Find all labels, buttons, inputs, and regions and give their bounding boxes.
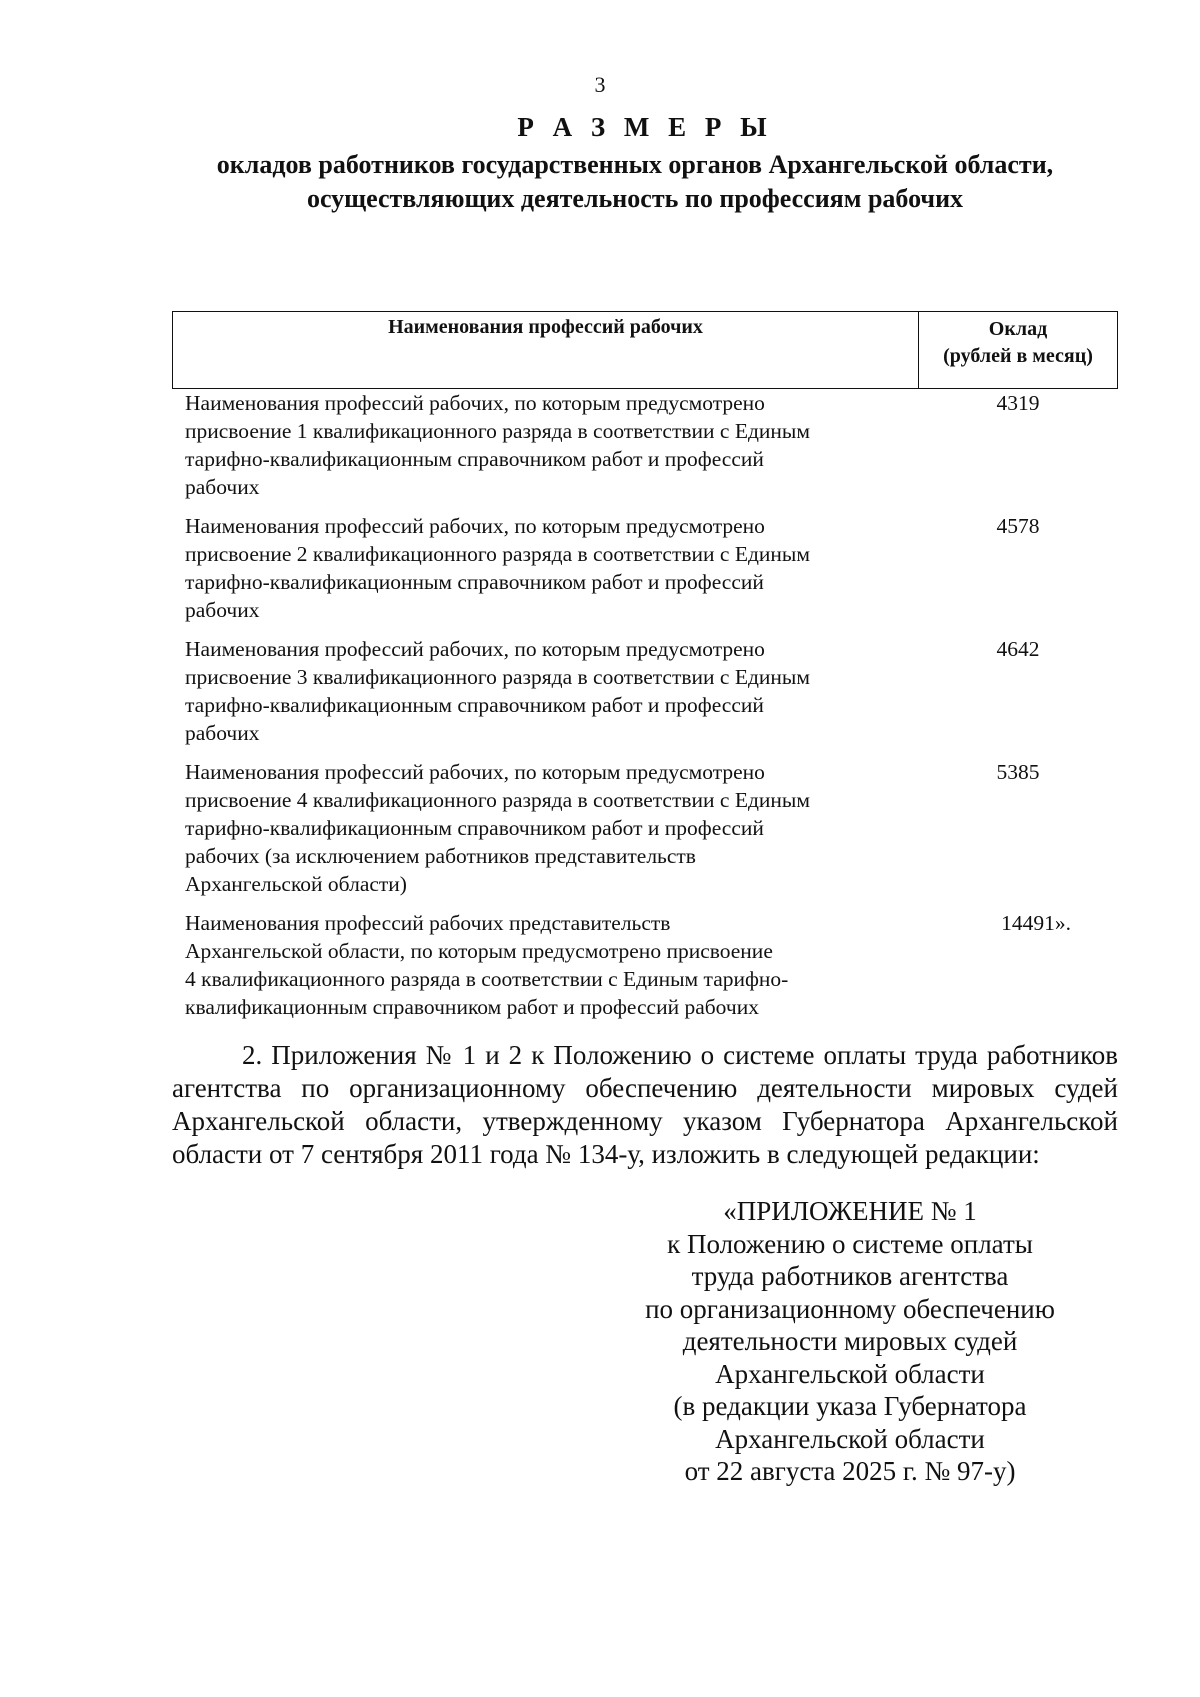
paragraph-2: 2. Приложения № 1 и 2 к Положению о системе оплаты труда работников агентства по организационному обеспечению деятельности мировых судей Архангельской области, утвержденному указом Губернатора Архангельской области от 7 сентября 2011 года № 134-у, изложить в следующей редакции: bbox=[172, 1040, 1118, 1169]
cell-line: рабочих (за исключением работников представительств bbox=[185, 844, 696, 868]
page-number: 3 bbox=[594, 72, 606, 97]
profession-name-cell bbox=[172, 389, 918, 501]
cell-line: Наименования профессий рабочих, по которым предусмотрено bbox=[185, 391, 765, 415]
appendix-line: (в редакции указа Губернатора bbox=[673, 1391, 1027, 1421]
profession-name-cell bbox=[172, 758, 918, 898]
cell-line: тарифно-квалификационным справочником работ и профессий bbox=[185, 570, 764, 594]
appendix-line: Архангельской области bbox=[715, 1423, 985, 1454]
profession-name-cell bbox=[172, 635, 918, 747]
profession-name-cell bbox=[172, 512, 918, 624]
appendix-line: труда работников агентства bbox=[691, 1261, 1009, 1291]
cell-line: тарифно-квалификационным справочником работ и профессий bbox=[185, 693, 764, 717]
salary-cell: 14491». bbox=[1001, 911, 1071, 935]
appendix-line: «ПРИЛОЖЕНИЕ № 1 bbox=[723, 1196, 977, 1226]
subtitle-line: осуществляющих деятельность по профессиям рабочих bbox=[306, 184, 964, 213]
cell-line: Наименования профессий рабочих, по которым предусмотрено bbox=[185, 637, 765, 661]
table-row bbox=[172, 389, 1118, 501]
table-header bbox=[172, 311, 1118, 389]
cell-line: тарифно-квалификационным справочником работ и профессий bbox=[185, 816, 764, 840]
table-row bbox=[172, 758, 1118, 898]
cell-line: присвоение 2 квалификационного разряда в соответствии с Единым bbox=[185, 542, 810, 566]
header-salary bbox=[919, 312, 1117, 388]
appendix-line: деятельности мировых судей bbox=[682, 1326, 1018, 1356]
cell-line: присвоение 4 квалификационного разряда в соответствии с Единым bbox=[185, 788, 810, 812]
cell-line: Наименования профессий рабочих, по которым предусмотрено bbox=[185, 514, 765, 538]
table-row bbox=[172, 512, 1118, 624]
appendix-line: Архангельской области bbox=[715, 1358, 985, 1389]
table-row bbox=[172, 909, 1118, 1021]
salary-cell: 5385 bbox=[996, 760, 1040, 784]
cell-line: Наименования профессий рабочих представительств bbox=[185, 911, 671, 935]
salary-cell: 4319 bbox=[996, 391, 1040, 415]
subtitle-line: окладов работников государственных органов Архангельской области, bbox=[216, 150, 1054, 179]
document-title: Р А З М Е Р Ы bbox=[517, 112, 773, 142]
document-subtitle bbox=[170, 148, 1100, 216]
appendix-heading bbox=[620, 1195, 1080, 1488]
appendix-line: к Положению о системе оплаты bbox=[667, 1228, 1033, 1259]
cell-line: 4 квалификационного разряда в соответствии с Единым тарифно- bbox=[185, 967, 789, 991]
cell-line: Архангельской области) bbox=[185, 872, 407, 896]
cell-line: рабочих bbox=[185, 475, 260, 499]
cell-line: тарифно-квалификационным справочником работ и профессий bbox=[185, 447, 764, 471]
cell-line: присвоение 3 квалификационного разряда в соответствии с Единым bbox=[185, 665, 810, 689]
header-profession-name: Наименования профессий рабочих bbox=[173, 312, 919, 388]
cell-line: присвоение 1 квалификационного разряда в соответствии с Единым bbox=[185, 419, 810, 443]
cell-line: Архангельской области, по которым предусмотрено присвоение bbox=[185, 939, 773, 963]
profession-name-cell bbox=[172, 909, 918, 1021]
appendix-line: от 22 августа 2025 г. № 97-у) bbox=[684, 1456, 1016, 1486]
cell-line: рабочих bbox=[185, 721, 260, 745]
header-salary-line: Оклад bbox=[988, 318, 1048, 340]
salary-cell: 4578 bbox=[996, 514, 1040, 538]
appendix-line: по организационному обеспечению bbox=[645, 1293, 1055, 1324]
salary-table bbox=[172, 311, 1118, 1032]
cell-line: Наименования профессий рабочих, по которым предусмотрено bbox=[185, 760, 765, 784]
cell-line: рабочих bbox=[185, 598, 260, 622]
salary-cell: 4642 bbox=[996, 637, 1040, 661]
header-salary-line: (рублей в месяц) bbox=[943, 345, 1093, 367]
cell-line: квалификационным справочником работ и профессий рабочих bbox=[185, 995, 759, 1019]
table-row bbox=[172, 635, 1118, 747]
